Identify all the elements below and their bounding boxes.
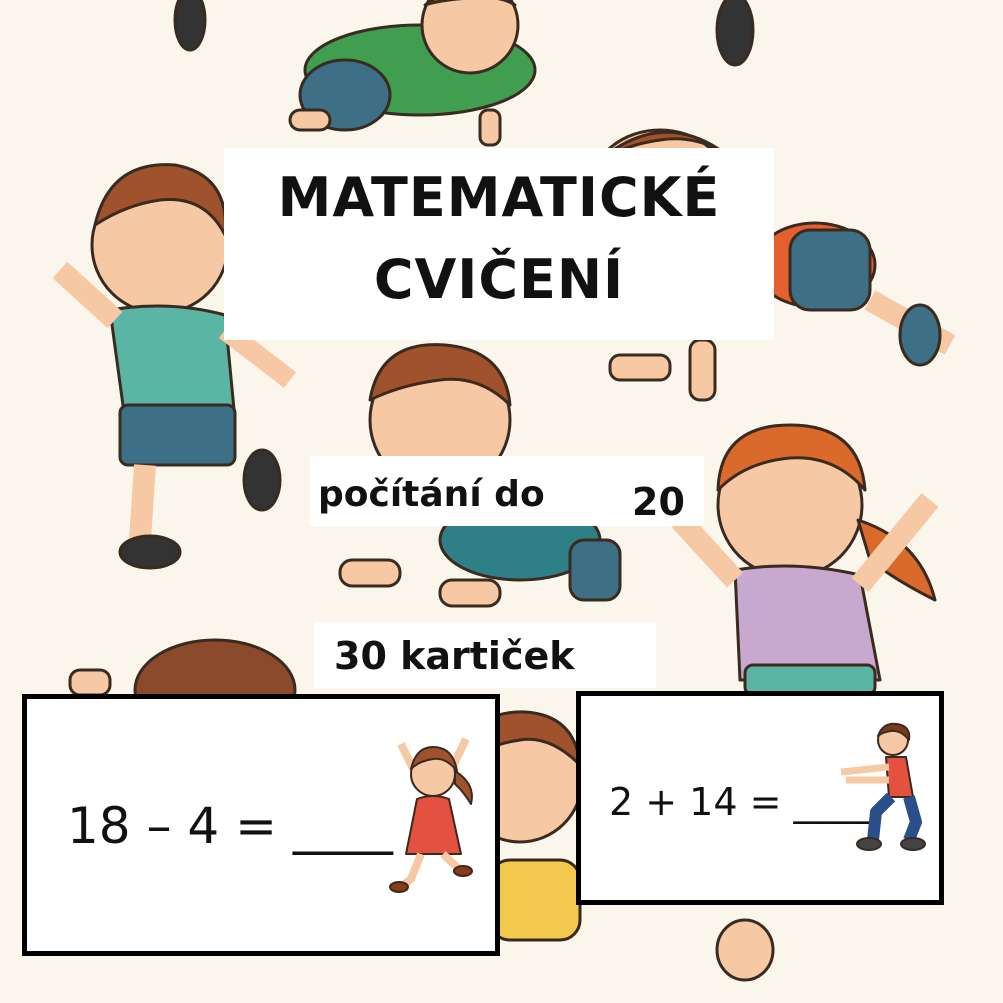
card-count-label: 30 kartiček bbox=[334, 634, 575, 678]
title-box bbox=[224, 148, 774, 340]
squatting-boy-icon bbox=[831, 722, 931, 854]
card-count-box bbox=[314, 622, 656, 688]
example-card-subtraction bbox=[22, 694, 500, 956]
title-line-2: CVIČENÍ bbox=[373, 248, 625, 311]
cheering-girl-illustration bbox=[680, 425, 935, 695]
jumping-girl-icon bbox=[371, 729, 491, 899]
card-equation: 18 – 4 = ____ bbox=[67, 797, 393, 855]
subtitle-number: 20 bbox=[632, 480, 685, 524]
subtitle-box bbox=[310, 456, 704, 526]
card-equation: 2 + 14 = ____ bbox=[609, 780, 870, 824]
example-card-addition bbox=[576, 691, 944, 905]
title-line-1: MATEMATICKÉ bbox=[277, 166, 721, 229]
crawling-boy-green-illustration bbox=[175, 0, 753, 145]
subtitle-text: počítání do bbox=[318, 474, 545, 515]
